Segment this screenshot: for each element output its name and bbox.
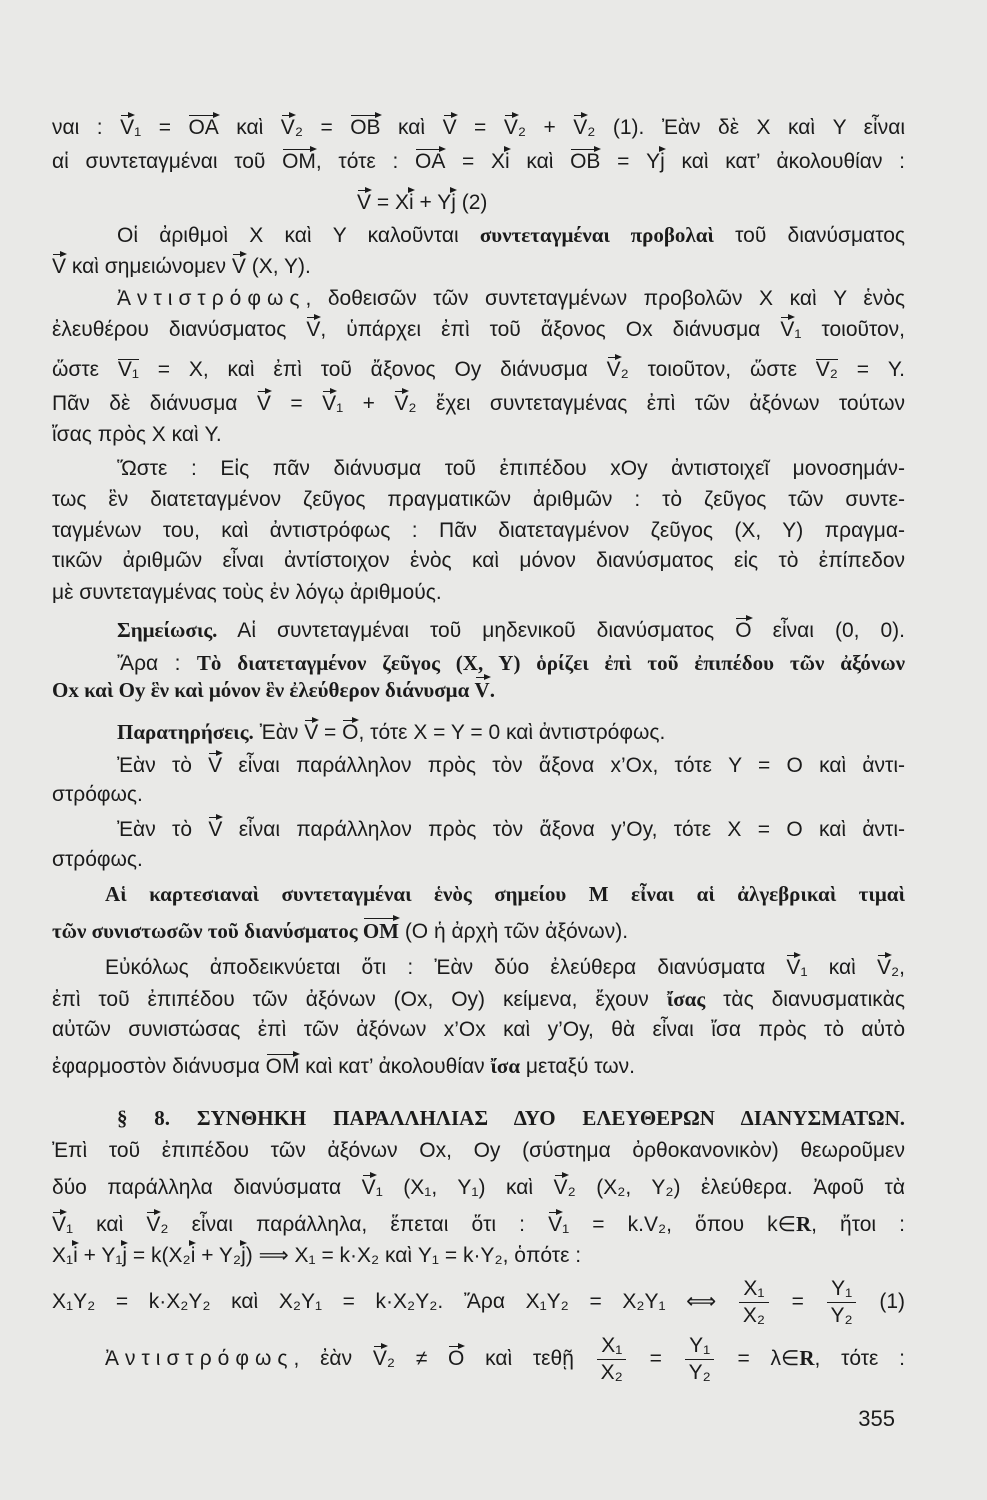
fraction bbox=[827, 1277, 857, 1328]
text-run: Ὥστε : Εἰς πᾶν διάνυσμα τοῦ ἐπιπέδου xOy ἀντιστοιχεῖ μονοσημάν- bbox=[117, 457, 905, 480]
text-run: ἐλευθέρου διανύσματος bbox=[52, 318, 307, 341]
text-line-1 bbox=[52, 113, 905, 143]
text-run: , τότε : bbox=[315, 150, 415, 173]
vector-symbol: O bbox=[735, 616, 751, 646]
fraction bbox=[739, 1277, 769, 1328]
vector-symbol: V bbox=[786, 953, 800, 983]
text-run: = Y bbox=[600, 150, 661, 173]
vector-symbol: V bbox=[573, 113, 587, 143]
vector-symbol: j bbox=[660, 147, 665, 177]
text-run: = bbox=[318, 721, 343, 744]
text-run: ₁ (X₁, Y₁) καὶ bbox=[375, 1176, 554, 1199]
text-run: ₁ καὶ bbox=[800, 956, 877, 979]
text-run: καὶ σημειώνομεν bbox=[66, 255, 232, 278]
vector-symbol: j bbox=[451, 188, 456, 218]
vector-symbol: V bbox=[877, 953, 891, 983]
bold-text: συντεταγμέναι προβολαὶ bbox=[479, 223, 714, 247]
text-run: = bbox=[771, 1290, 825, 1314]
text-line-26 bbox=[105, 953, 905, 983]
bold-text: Αἱ καρτεσιαναὶ συντεταγμέναι ἑνὸς σημείου M εἶναι αἱ ἀλγεβρικαὶ τιμαὶ bbox=[105, 882, 905, 906]
text-line-33 bbox=[52, 1209, 905, 1240]
vector-symbol: V bbox=[322, 389, 336, 419]
text-line-18 bbox=[52, 675, 905, 706]
text-run: ₂ τοιοῦτον, ὥστε bbox=[620, 358, 816, 381]
vector-symbol: V bbox=[232, 252, 246, 282]
text-run: καὶ κατ’ ἀκολουθίαν bbox=[299, 1055, 491, 1078]
text-run: ₁ = k.V₂, ὅπου k∈ bbox=[562, 1213, 796, 1236]
bold-text: Παρατηρήσεις. bbox=[117, 720, 254, 744]
bold-vector-symbol: V bbox=[475, 675, 490, 705]
text-run: Ἄρα : bbox=[117, 652, 197, 675]
vector-symbol: OB bbox=[570, 147, 600, 177]
text-line-29 bbox=[52, 1051, 905, 1082]
vector-symbol: V bbox=[357, 188, 371, 218]
text-line-16 bbox=[117, 615, 905, 646]
text-line-21 bbox=[52, 780, 905, 810]
text-run: μὲ συντεταγμένας τοὺς ἐν λόγῳ ἀριθμούς. bbox=[52, 581, 442, 604]
vector-symbol: i bbox=[505, 147, 510, 177]
vector-symbol: OA bbox=[188, 113, 218, 143]
vector-symbol: V bbox=[208, 751, 222, 781]
text-run: καὶ bbox=[380, 116, 443, 139]
vector-symbol: V bbox=[373, 1344, 387, 1374]
vector-symbol: V bbox=[146, 1210, 160, 1240]
fraction bbox=[597, 1334, 627, 1385]
bold-text: ἴσας bbox=[666, 987, 706, 1011]
text-run: , τότε X = Y = 0 καὶ ἀντιστρόφως. bbox=[358, 721, 666, 744]
text-run: (X, Y). bbox=[245, 255, 311, 278]
equation-line-2 bbox=[357, 188, 905, 218]
text-run: = λ∈ bbox=[716, 1347, 800, 1371]
bold-text: Τὸ διατεταγμένον ζεῦγος (X, Y) ὁρίζει ἐπὶ τοῦ ἐπιπέδου τῶν ἀξόνων bbox=[196, 651, 905, 675]
text-run: ₂ (1). Ἐὰν δὲ X καὶ Y εἶναι bbox=[587, 116, 906, 139]
vector-symbol: V bbox=[548, 1210, 562, 1240]
overbar-symbol: V₂ bbox=[816, 355, 838, 385]
fraction-denominator: X₂ bbox=[742, 1304, 766, 1327]
text-run: Πᾶν δὲ διάνυσμα bbox=[52, 392, 257, 415]
spaced-text: Ἀντιστρόφως bbox=[105, 1347, 294, 1371]
text-run: (1) bbox=[858, 1290, 905, 1314]
fraction-denominator: X₂ bbox=[600, 1361, 623, 1384]
text-run: = k(X₂ bbox=[127, 1244, 191, 1267]
text-run: εἶναι παράλληλον πρὸς τὸν ἄξονα y’Oy, τότε X = O καὶ ἀντι- bbox=[222, 818, 905, 841]
vector-symbol: V bbox=[780, 315, 794, 345]
text-line-7 bbox=[52, 315, 905, 345]
fraction-denominator: Y₂ bbox=[830, 1304, 853, 1327]
vector-symbol: O bbox=[448, 1344, 464, 1374]
text-run: (O ἡ ἀρχὴ τῶν ἀξόνων). bbox=[398, 920, 629, 943]
text-run: τὰς διανυσματικὰς bbox=[705, 988, 905, 1011]
text-run: = Y. bbox=[837, 358, 905, 381]
text-run: εἶναι (0, 0). bbox=[751, 619, 905, 642]
text-run: , δοθεισῶν τῶν συντεταγμένων προβολῶν X καὶ Y ἑνὸς bbox=[305, 287, 905, 310]
text-run: ἴσας πρὸς X καὶ Y. bbox=[52, 423, 222, 446]
text-run: ₂ = bbox=[294, 116, 351, 139]
text-run: ₁ καὶ bbox=[66, 1213, 147, 1236]
text-run: ἐφαρμοστὸν διάνυσμα bbox=[52, 1055, 266, 1078]
bold-text: τῶν συνιστωσῶν τοῦ διανύσματος bbox=[52, 919, 363, 943]
text-run: , ἤτοι : bbox=[811, 1213, 905, 1236]
text-run: ₂ (X₂, Y₂) ἐλεύθερα. Ἀφοῦ τὰ bbox=[567, 1176, 905, 1199]
fraction-denominator: Y₂ bbox=[688, 1361, 711, 1384]
fraction-numerator: X₁ bbox=[739, 1277, 768, 1303]
text-line-32 bbox=[52, 1173, 905, 1203]
text-run: στρόφως. bbox=[52, 848, 143, 871]
text-line-4 bbox=[117, 220, 905, 251]
text-run: = X bbox=[445, 150, 505, 173]
vector-symbol: V bbox=[52, 252, 66, 282]
text-run: ₂ ἔχει συντεταγμένας ἐπὶ τῶν ἀξόνων τούτων bbox=[408, 392, 905, 415]
text-run: = bbox=[270, 392, 323, 415]
text-run: Ἐὰν bbox=[253, 721, 305, 744]
vector-symbol: V bbox=[304, 718, 318, 748]
text-run: (2) bbox=[455, 191, 488, 214]
vector-symbol: j bbox=[241, 1241, 246, 1271]
text-run: αἱ συντεταγμέναι τοῦ bbox=[52, 150, 283, 173]
text-line-14 bbox=[52, 546, 905, 576]
text-run: καὶ bbox=[509, 150, 571, 173]
vector-symbol: V bbox=[52, 1210, 66, 1240]
text-run: Οἱ ἀριθμοὶ X καὶ Y καλοῦνται bbox=[117, 224, 480, 247]
text-run: Ἐὰν τὸ bbox=[117, 818, 209, 841]
vector-symbol: V bbox=[281, 113, 295, 143]
text-run: Αἱ συντεταγμέναι τοῦ μηδενικοῦ διανύσματος bbox=[217, 619, 736, 642]
bold-text: Ox καὶ Oy ἓν καὶ μόνον ἓν ἐλεύθερον διάνυσμα bbox=[52, 678, 475, 702]
page-number: 355 bbox=[858, 1406, 895, 1431]
fraction-numerator: Y₁ bbox=[685, 1334, 714, 1360]
vector-symbol: V bbox=[443, 113, 457, 143]
text-run: ₂ εἶναι παράλληλα, ἕπεται ὅτι : bbox=[160, 1213, 549, 1236]
vector-symbol: V bbox=[120, 113, 134, 143]
text-run: ναι : bbox=[52, 116, 121, 139]
fraction-numerator: Y₁ bbox=[827, 1277, 856, 1303]
text-line-5 bbox=[52, 252, 905, 282]
text-run: X₁ bbox=[52, 1244, 74, 1267]
text-run: Εὐκόλως ἀποδεικνύεται ὅτι : Ἐὰν δύο ἐλεύθερα διανύσματα bbox=[105, 956, 787, 979]
vector-symbol: V bbox=[504, 113, 518, 143]
text-run: , ἐὰν bbox=[293, 1347, 373, 1371]
equation-line-35 bbox=[52, 1277, 905, 1328]
text-line-11 bbox=[117, 454, 905, 484]
vector-symbol: O bbox=[342, 718, 358, 748]
vector-symbol: V bbox=[554, 1173, 568, 1203]
text-line-10 bbox=[52, 420, 905, 450]
vector-symbol: OM bbox=[282, 147, 316, 177]
section-heading bbox=[117, 1103, 905, 1134]
text-run: + Y₁ bbox=[77, 1244, 123, 1267]
text-line-28 bbox=[52, 1015, 905, 1045]
text-run: ταγμένων του, καὶ ἀντιστρόφως : Πᾶν διατεταγμένον ζεῦγος (X, Y) πραγμα- bbox=[52, 519, 905, 542]
equation-line-36 bbox=[105, 1334, 905, 1385]
text-run: ₁ + bbox=[336, 392, 395, 415]
text-run: = X bbox=[371, 191, 409, 214]
text-run: εἶναι παράλληλον πρὸς τὸν ἄξονα x’Ox, τότε Y = O καὶ ἀντι- bbox=[222, 754, 905, 777]
text-run: μεταξύ των. bbox=[520, 1055, 635, 1078]
vector-symbol: i bbox=[191, 1241, 196, 1271]
bold-vector-symbol: OM bbox=[363, 916, 399, 946]
text-run: τοῦ διανύσματος bbox=[713, 224, 906, 247]
text-run: αὐτῶν συνιστώσας ἐπὶ τῶν ἀξόνων x’Ox καὶ y’Oy, θὰ εἶναι ἴσα πρὸς τὸ αὐτὸ bbox=[52, 1018, 905, 1041]
bold-text: Σημείωσις. bbox=[117, 618, 218, 642]
vector-symbol: OM bbox=[266, 1052, 300, 1082]
text-run: = bbox=[456, 116, 504, 139]
text-run: = bbox=[628, 1347, 683, 1371]
text-line-13 bbox=[52, 516, 905, 546]
bold-text: § 8. ΣΥΝΘΗΚΗ ΠΑΡΑΛΛΗΛΙΑΣ ΔΥΟ ΕΛΕΥΘΕΡΩΝ ΔΙΑΝΥΣΜΑΤΩΝ. bbox=[117, 1106, 905, 1130]
vector-symbol: V bbox=[306, 315, 320, 345]
bold-text: ἴσα bbox=[490, 1054, 521, 1078]
bold-text: . bbox=[489, 678, 495, 702]
text-run: + Y bbox=[413, 191, 452, 214]
text-run: δύο παράλληλα διανύσματα bbox=[52, 1176, 362, 1199]
vector-symbol: V bbox=[362, 1173, 376, 1203]
vector-symbol: OA bbox=[415, 147, 445, 177]
text-run: X₁Y₂ = k·X₂Y₂ καὶ X₂Y₁ = k·X₂Y₂. Ἄρα X₁Y₂ = X₂Y₁ ⟺ bbox=[52, 1290, 737, 1314]
text-run: ₂, bbox=[891, 956, 905, 979]
vector-symbol: OB bbox=[350, 113, 380, 143]
vector-symbol: j bbox=[122, 1241, 127, 1271]
text-run: Ἐπὶ τοῦ ἐπιπέδου τῶν ἀξόνων Ox, Oy (σύστημα ὀρθοκανονικὸν) θεωροῦμεν bbox=[52, 1139, 905, 1162]
text-line-12 bbox=[52, 485, 905, 515]
text-line-20 bbox=[117, 751, 905, 781]
vector-symbol: i bbox=[73, 1241, 78, 1271]
text-line-19 bbox=[117, 717, 905, 748]
text-run: καὶ τεθῇ bbox=[464, 1347, 595, 1371]
text-run: , ὑπάρχει ἐπὶ τοῦ ἄξονος Ox διάνυσμα bbox=[320, 318, 781, 341]
text-run: καὶ bbox=[218, 116, 281, 139]
text-line-2 bbox=[52, 147, 905, 177]
text-run: ἐπὶ τοῦ ἐπιπέδου τῶν ἀξόνων (Ox, Oy) κείμενα, ἔχουν bbox=[52, 988, 667, 1011]
text-run: + Y₂ bbox=[195, 1244, 242, 1267]
text-run: Ἐὰν τὸ bbox=[117, 754, 209, 777]
text-line-8 bbox=[52, 355, 905, 385]
text-run: καὶ κατ’ ἀκολουθίαν : bbox=[664, 150, 905, 173]
text-line-6 bbox=[117, 284, 905, 314]
text-line-23 bbox=[52, 845, 905, 875]
text-run: , τότε : bbox=[814, 1347, 905, 1371]
text-run: στρόφως. bbox=[52, 783, 143, 806]
text-line-31 bbox=[52, 1136, 905, 1166]
text-line-22 bbox=[117, 815, 905, 845]
text-run: ₂ ≠ bbox=[386, 1347, 448, 1371]
text-line-27 bbox=[52, 984, 905, 1015]
vector-symbol: i bbox=[409, 188, 414, 218]
spaced-text: Ἀντιστρόφως bbox=[117, 287, 306, 310]
bold-text: R bbox=[799, 1346, 815, 1371]
fraction bbox=[685, 1334, 715, 1385]
text-run: ὥστε bbox=[52, 358, 118, 381]
overbar-symbol: V₁ bbox=[118, 355, 139, 385]
text-run: ) ⟹ X₁ = k·X₂ καὶ Y₁ = k·Y₂, ὁπότε : bbox=[245, 1244, 582, 1267]
text-line-25 bbox=[52, 916, 905, 947]
vector-symbol: V bbox=[607, 355, 621, 385]
text-line-24 bbox=[105, 879, 905, 910]
vector-symbol: V bbox=[257, 389, 271, 419]
fraction-numerator: X₁ bbox=[597, 1334, 626, 1360]
text-run: ₁ τοιοῦτον, bbox=[794, 318, 905, 341]
text-line-9 bbox=[52, 389, 905, 419]
vector-symbol: V bbox=[208, 815, 222, 845]
text-run: = X, καὶ ἐπὶ τοῦ ἄξονος Oy διάνυσμα bbox=[138, 358, 607, 381]
text-run: ₂ + bbox=[517, 116, 574, 139]
bold-text: R bbox=[795, 1212, 812, 1236]
text-run: τως ἓν διατεταγμένον ζεῦγος πραγματικῶν ἀριθμῶν : τὸ ζεῦγος τῶν συντε- bbox=[52, 488, 905, 511]
text-line-15 bbox=[52, 578, 905, 608]
vector-symbol: V bbox=[394, 389, 408, 419]
text-line-34 bbox=[52, 1241, 905, 1271]
text-run: τικῶν ἀριθμῶν εἶναι ἀντίστοιχον ἑνὸς καὶ μόνον διανύσματος εἰς τὸ ἐπίπεδον bbox=[52, 549, 905, 572]
text-run: ₁ = bbox=[134, 116, 189, 139]
